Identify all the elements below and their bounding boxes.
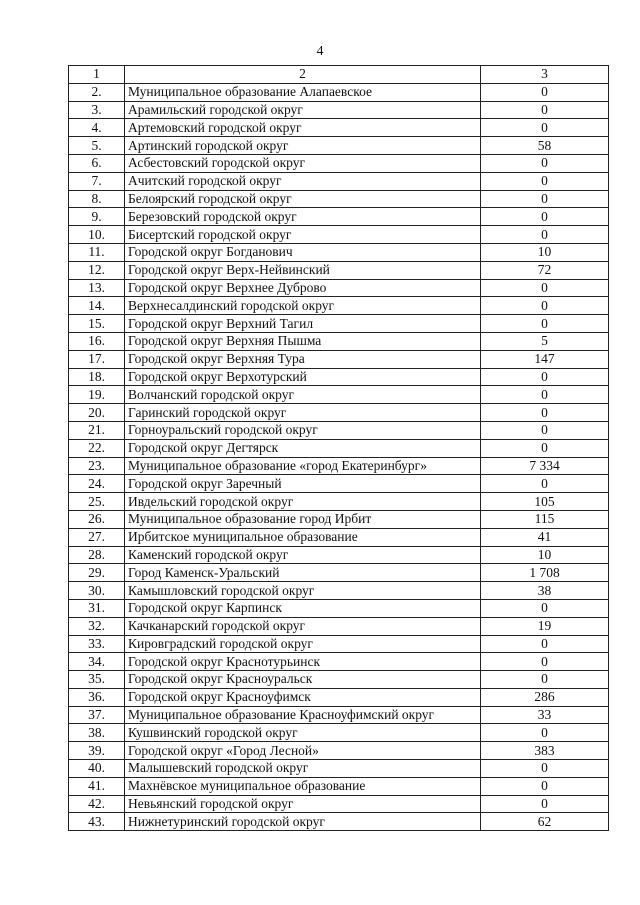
- row-number-cell: 34.: [69, 653, 125, 671]
- municipality-name-cell: Артемовский городской округ: [125, 119, 481, 137]
- municipality-name-cell: Муниципальное образование «город Екатеринбург»: [125, 457, 481, 475]
- value-cell: 0: [481, 297, 609, 315]
- row-number-cell: 20.: [69, 404, 125, 422]
- table-row: [69, 101, 609, 119]
- table-row: [69, 421, 609, 439]
- municipality-name-cell: Березовский городской округ: [125, 208, 481, 226]
- municipality-name-cell: Гаринский городской округ: [125, 404, 481, 422]
- value-cell: 0: [481, 154, 609, 172]
- table-row: [69, 706, 609, 724]
- value-cell: 105: [481, 493, 609, 511]
- row-number-cell: 43.: [69, 813, 125, 831]
- table-row: [69, 119, 609, 137]
- value-cell: 0: [481, 404, 609, 422]
- municipality-name-cell: Верхнесалдинский городской округ: [125, 297, 481, 315]
- table-row: [69, 760, 609, 778]
- header-cell-value: 3: [481, 66, 609, 84]
- municipality-name-cell: Артинский городской округ: [125, 137, 481, 155]
- header-cell-name: 2: [125, 66, 481, 84]
- value-cell: 58: [481, 137, 609, 155]
- row-number-cell: 25.: [69, 493, 125, 511]
- table-row: [69, 243, 609, 261]
- row-number-cell: 42.: [69, 795, 125, 813]
- row-number-cell: 16.: [69, 332, 125, 350]
- table-row: [69, 653, 609, 671]
- value-cell: 5: [481, 332, 609, 350]
- municipality-name-cell: Городской округ Богданович: [125, 243, 481, 261]
- value-cell: 0: [481, 83, 609, 101]
- municipality-name-cell: Городской округ Дегтярск: [125, 439, 481, 457]
- value-cell: 1 708: [481, 564, 609, 582]
- municipality-name-cell: Городской округ Верхнее Дуброво: [125, 279, 481, 297]
- value-cell: 0: [481, 475, 609, 493]
- value-cell: 286: [481, 688, 609, 706]
- table-row: [69, 635, 609, 653]
- municipality-name-cell: Нижнетуринский городской округ: [125, 813, 481, 831]
- municipality-name-cell: Городской округ Красноуральск: [125, 671, 481, 689]
- value-cell: 19: [481, 617, 609, 635]
- table-row: [69, 315, 609, 333]
- row-number-cell: 39.: [69, 742, 125, 760]
- municipality-name-cell: Махнёвское муниципальное образование: [125, 777, 481, 795]
- table-row: [69, 386, 609, 404]
- municipality-name-cell: Каменский городской округ: [125, 546, 481, 564]
- row-number-cell: 35.: [69, 671, 125, 689]
- value-cell: 0: [481, 653, 609, 671]
- data-table: [68, 65, 609, 831]
- row-number-cell: 17.: [69, 350, 125, 368]
- municipality-name-cell: Муниципальное образование Красноуфимский округ: [125, 706, 481, 724]
- row-number-cell: 9.: [69, 208, 125, 226]
- table-row: [69, 546, 609, 564]
- table-row: [69, 813, 609, 831]
- municipality-name-cell: Асбестовский городской округ: [125, 154, 481, 172]
- table-row: [69, 261, 609, 279]
- table-row: [69, 777, 609, 795]
- value-cell: 10: [481, 243, 609, 261]
- table-row: [69, 671, 609, 689]
- row-number-cell: 8.: [69, 190, 125, 208]
- municipality-name-cell: Муниципальное образование Алапаевское: [125, 83, 481, 101]
- municipality-name-cell: Качканарский городской округ: [125, 617, 481, 635]
- row-number-cell: 15.: [69, 315, 125, 333]
- value-cell: 0: [481, 599, 609, 617]
- municipality-name-cell: Городской округ Верхняя Тура: [125, 350, 481, 368]
- row-number-cell: 5.: [69, 137, 125, 155]
- table-row: [69, 368, 609, 386]
- municipality-name-cell: Городской округ Верх-Нейвинский: [125, 261, 481, 279]
- municipality-name-cell: Городской округ Верхотурский: [125, 368, 481, 386]
- value-cell: 0: [481, 421, 609, 439]
- table-row: [69, 297, 609, 315]
- table-row: [69, 724, 609, 742]
- table-row: [69, 226, 609, 244]
- table-row: [69, 599, 609, 617]
- value-cell: 0: [481, 795, 609, 813]
- row-number-cell: 32.: [69, 617, 125, 635]
- municipality-name-cell: Ивдельский городской округ: [125, 493, 481, 511]
- table-row: [69, 404, 609, 422]
- municipality-name-cell: Бисертский городской округ: [125, 226, 481, 244]
- value-cell: 0: [481, 368, 609, 386]
- value-cell: 0: [481, 101, 609, 119]
- table-row: [69, 582, 609, 600]
- municipality-name-cell: Городской округ Карпинск: [125, 599, 481, 617]
- municipality-name-cell: Волчанский городской округ: [125, 386, 481, 404]
- table-body: [69, 66, 609, 831]
- row-number-cell: 4.: [69, 119, 125, 137]
- municipality-name-cell: Муниципальное образование город Ирбит: [125, 510, 481, 528]
- value-cell: 72: [481, 261, 609, 279]
- row-number-cell: 6.: [69, 154, 125, 172]
- table-row: [69, 795, 609, 813]
- header-cell-number: 1: [69, 66, 125, 84]
- table-row: [69, 439, 609, 457]
- municipality-name-cell: Малышевский городской округ: [125, 760, 481, 778]
- municipality-name-cell: Горноуральский городской округ: [125, 421, 481, 439]
- row-number-cell: 31.: [69, 599, 125, 617]
- header-row: [69, 66, 609, 84]
- row-number-cell: 19.: [69, 386, 125, 404]
- value-cell: 0: [481, 119, 609, 137]
- municipality-name-cell: Городской округ Верхняя Пышма: [125, 332, 481, 350]
- row-number-cell: 24.: [69, 475, 125, 493]
- table-row: [69, 617, 609, 635]
- row-number-cell: 36.: [69, 688, 125, 706]
- row-number-cell: 18.: [69, 368, 125, 386]
- row-number-cell: 13.: [69, 279, 125, 297]
- table-row: [69, 137, 609, 155]
- municipality-name-cell: Белоярский городской округ: [125, 190, 481, 208]
- value-cell: 0: [481, 226, 609, 244]
- row-number-cell: 40.: [69, 760, 125, 778]
- row-number-cell: 14.: [69, 297, 125, 315]
- municipality-name-cell: Городской округ Заречный: [125, 475, 481, 493]
- value-cell: 38: [481, 582, 609, 600]
- municipality-name-cell: Кировградский городской округ: [125, 635, 481, 653]
- municipality-name-cell: Камышловский городской округ: [125, 582, 481, 600]
- value-cell: 0: [481, 439, 609, 457]
- value-cell: 0: [481, 279, 609, 297]
- municipality-name-cell: Ачитский городской округ: [125, 172, 481, 190]
- value-cell: 33: [481, 706, 609, 724]
- municipality-name-cell: Городской округ Красноуфимск: [125, 688, 481, 706]
- value-cell: 0: [481, 386, 609, 404]
- value-cell: 115: [481, 510, 609, 528]
- row-number-cell: 29.: [69, 564, 125, 582]
- table-row: [69, 350, 609, 368]
- municipality-name-cell: Невьянский городской округ: [125, 795, 481, 813]
- table-row: [69, 510, 609, 528]
- municipality-name-cell: Арамильский городской округ: [125, 101, 481, 119]
- value-cell: 0: [481, 190, 609, 208]
- row-number-cell: 11.: [69, 243, 125, 261]
- table-row: [69, 475, 609, 493]
- row-number-cell: 30.: [69, 582, 125, 600]
- row-number-cell: 26.: [69, 510, 125, 528]
- table-row: [69, 688, 609, 706]
- row-number-cell: 28.: [69, 546, 125, 564]
- row-number-cell: 33.: [69, 635, 125, 653]
- municipality-name-cell: Город Каменск-Уральский: [125, 564, 481, 582]
- table-row: [69, 83, 609, 101]
- table-row: [69, 279, 609, 297]
- value-cell: 0: [481, 671, 609, 689]
- row-number-cell: 23.: [69, 457, 125, 475]
- value-cell: 41: [481, 528, 609, 546]
- value-cell: 0: [481, 315, 609, 333]
- row-number-cell: 10.: [69, 226, 125, 244]
- value-cell: 383: [481, 742, 609, 760]
- row-number-cell: 38.: [69, 724, 125, 742]
- row-number-cell: 27.: [69, 528, 125, 546]
- value-cell: 0: [481, 777, 609, 795]
- table-row: [69, 332, 609, 350]
- table-row: [69, 564, 609, 582]
- value-cell: 10: [481, 546, 609, 564]
- table-row: [69, 528, 609, 546]
- value-cell: 0: [481, 172, 609, 190]
- row-number-cell: 12.: [69, 261, 125, 279]
- page-number: 4: [316, 44, 324, 59]
- value-cell: 0: [481, 724, 609, 742]
- value-cell: 0: [481, 760, 609, 778]
- value-cell: 62: [481, 813, 609, 831]
- row-number-cell: 21.: [69, 421, 125, 439]
- row-number-cell: 3.: [69, 101, 125, 119]
- table-row: [69, 154, 609, 172]
- municipality-name-cell: Ирбитское муниципальное образование: [125, 528, 481, 546]
- value-cell: 0: [481, 208, 609, 226]
- table-row: [69, 493, 609, 511]
- table-row: [69, 208, 609, 226]
- municipality-name-cell: Кушвинский городской округ: [125, 724, 481, 742]
- row-number-cell: 37.: [69, 706, 125, 724]
- municipality-name-cell: Городской округ Верхний Тагил: [125, 315, 481, 333]
- municipality-name-cell: Городской округ «Город Лесной»: [125, 742, 481, 760]
- value-cell: 147: [481, 350, 609, 368]
- table-row: [69, 742, 609, 760]
- row-number-cell: 22.: [69, 439, 125, 457]
- row-number-cell: 7.: [69, 172, 125, 190]
- row-number-cell: 2.: [69, 83, 125, 101]
- table-row: [69, 172, 609, 190]
- table-row: [69, 457, 609, 475]
- value-cell: 0: [481, 635, 609, 653]
- table-row: [69, 190, 609, 208]
- row-number-cell: 41.: [69, 777, 125, 795]
- value-cell: 7 334: [481, 457, 609, 475]
- municipality-name-cell: Городской округ Краснотурьинск: [125, 653, 481, 671]
